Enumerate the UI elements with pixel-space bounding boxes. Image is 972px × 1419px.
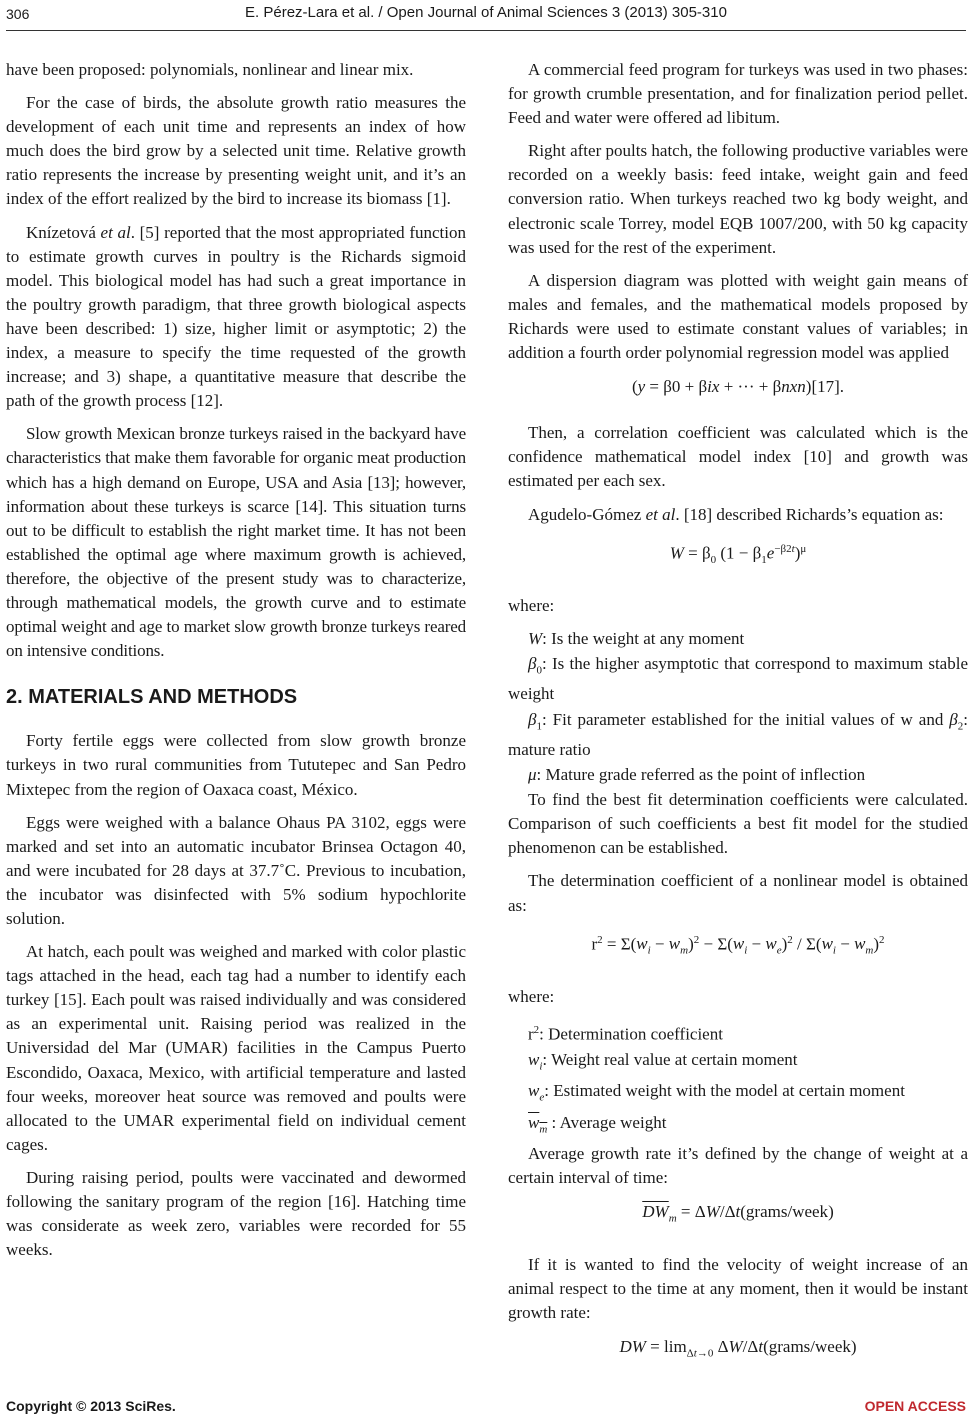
instant-growth-rate-equation: DW = $\lim_{\Delta t\to 0}$ ΔW/Δt(grams/week) — [619, 1337, 857, 1360]
richards-equation: $W = \beta_0$ $(1 - \beta_1e^{-\beta 2t})^\mu$ — [669, 542, 807, 566]
where-label: where: — [508, 595, 555, 615]
paragraph: Knízetová et al. [5] reported that the most appropriated function to estimate growth curves in poultry is the Richards sigmoid model. This biological model has had such a great importance in the poultry growth paradigm, that three growth biological aspects have been described: 1) size, higher limit or asymptotic; 2) the index, a measure to specify the time requested of the growth increase; and 3) shape, a quantitative measure that describe the path of the growth process [12]. — [6, 222, 466, 411]
copyright-notice: Copyright © 2013 SciRes. — [6, 1398, 176, 1414]
paragraph: Right after poults hatch, the following productive variables were recorded on a weekly basis: feed intake, weight gain and feed conversion ratio. When turkeys reached two kg body weight, and electronic scale Torrey, model EQB 1007/200, with 50 kg capacity was used for the rest of the experiment. — [508, 141, 968, 257]
paragraph: A commercial feed program for turkeys was used in two phases: for growth crumble presentation, and for finalization period pellet. Feed and water were offered ad libitum. — [508, 60, 968, 128]
definition-wm: $w_m$ : Average weight — [528, 1112, 667, 1135]
paragraph: Average growth rate it’s defined by the change of weight at a certain interval of time: — [508, 1144, 968, 1188]
definition-beta1: $\beta_1$: Fit parameter established for the initial values of w and $\beta_2$: mature ratio — [508, 709, 968, 759]
determination-coefficient-equation: $r^2 = \Sigma(w_i - w_m)^2 - \Sigma(w_i - w_e)^2 / \Sigma(w_i - w_m)^2$ — [591, 933, 885, 957]
page-header — [0, 0, 972, 40]
paragraph: Slow growth Mexican bronze turkeys raised in the backyard have characteristics that make them favorable for organic meat production which has a high demand on Europe, USA and Asia [13]; however, information about these turkeys is scarce [14]. This situation turns out to be difficult to establish the right market time. It has not been established the optimal age where maximum growth is achieved, therefore, the objective of the present study was to characterize, through mathematical models, the growth curve and to estimate optimal weight and age to market slow growth bronze turkeys reared on intensive conditions. — [6, 424, 466, 661]
paragraph: A dispersion diagram was plotted with weight gain means of males and females, and the mathematical models proposed by Richards were used to estimate constant values of variables; in addition a fourth order polynomial regression model was applied — [508, 270, 968, 363]
paragraph: have been proposed: polynomials, nonlinear and linear mix. — [6, 60, 414, 79]
definition-wi: $w_i$: Weight real value at certain moment — [528, 1049, 798, 1073]
average-growth-rate-equation: $\overline{DW}_m$ = ΔW/Δt(grams/week) — [642, 1202, 834, 1225]
paragraph: At hatch, each poult was weighed and marked with color plastic tags attached in the head, each tag had a number to identify each turkey [15]. Each poult was raised individually and was considered as an experimental unit. Raising period was realized in the Universidad del Mar (UMAR) facilities in the Campus Puerto Escondido, Oaxaca, Mexico, with artificial temperature and lasted four weeks, moreover heat source was removed and poults were allocated to the UMAR experimental field on individual cement cages. — [6, 942, 466, 1154]
paragraph: Forty fertile eggs were collected from slow growth bronze turkeys in two rural communities from Tututepec and San Pedro Mixtepec from the region of Oaxaca coast, México. — [6, 731, 466, 799]
paragraph: During raising period, poults were vaccinated and dewormed following the sanitary program of the region [16]. Hatching time was considerate as week zero, variables were recorded for 55 weeks. — [6, 1167, 466, 1260]
paragraph: Eggs were weighed with a balance Ohaus PA 3102, eggs were marked and set into an automatic incubator Brinsea Octagon 40, and were incubated for 28 days at 37.7˚C. Previous to incubation, the incubator was disinfected with 5% sodium hypochlorite solution. — [6, 812, 466, 928]
left-column — [6, 58, 466, 1271]
paragraph: For the case of birds, the absolute growth ratio measures the development of each unit time and represents an index of how much does the bird grow by a selected unit time. Relative growth ratio represents the increase by presenting weight unit, and it’s an index of the effort realized by the bird to increase its biomass [1]. — [6, 93, 466, 209]
paragraph: Then, a correlation coefficient was calculated which is the confidence mathematical model index [10] and growth was estimated per each sex. — [508, 423, 968, 491]
definition-r2: $r^2$: Determination coefficient — [528, 1023, 723, 1044]
header-rule — [6, 30, 966, 31]
section-heading: 2. MATERIALS AND METHODS — [6, 686, 298, 709]
paragraph: If it is wanted to find the velocity of weight increase of an animal respect to the time at any moment, then it would be instant growth rate: — [508, 1254, 968, 1322]
where-label: where: — [508, 986, 555, 1006]
polynomial-equation: (y = β0 + βix + ··· + βnxn)[17]. — [631, 377, 845, 397]
definition-mu: μ: Mature grade referred as the point of inflection — [528, 765, 866, 785]
paragraph: The determination coefficient of a nonlinear model is obtained as: — [508, 871, 968, 915]
definition-W: W: Is the weight at any moment — [528, 628, 745, 648]
definition-we: $w_e$: Estimated weight with the model at certain moment — [528, 1081, 905, 1104]
running-head: E. Pérez-Lara et al. / Open Journal of Animal Sciences 3 (2013) 305-310 — [245, 4, 727, 21]
page-footer — [6, 1398, 966, 1418]
paragraph: Agudelo-Gómez et al. [18] described Richards’s equation as: — [528, 504, 944, 524]
open-access-label: OPEN ACCESS — [864, 1398, 966, 1414]
right-column — [508, 58, 968, 1388]
page-number: 306 — [6, 6, 30, 22]
paragraph: To find the best fit determination coefficients were calculated. Comparison of such coefficients a best fit model for the studied phenomenon can be established. — [508, 790, 968, 858]
definition-beta0: $\beta_0$: Is the higher asymptotic that correspond to maximum stable weight — [508, 653, 968, 704]
